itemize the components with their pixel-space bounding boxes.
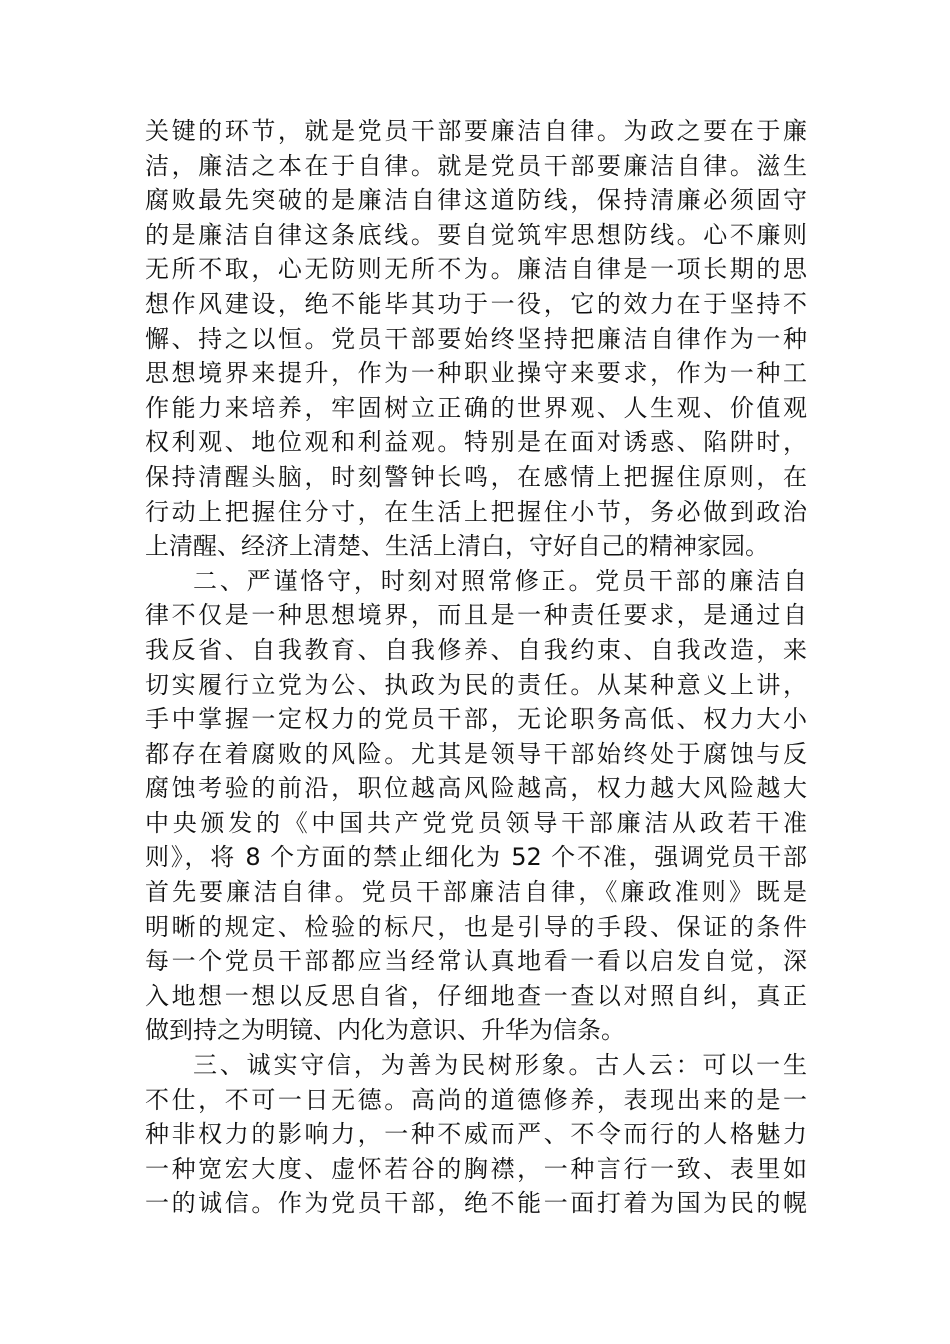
text-line: 的是廉洁自律这条底线。要自觉筑牢思想防线。心不廉则 — [145, 220, 807, 249]
text-line: 思想境界来提升，作为一种职业操守来要求，作为一种工 — [145, 359, 807, 388]
text-line: 我反省、自我教育、自我修养、自我约束、自我改造，来 — [145, 635, 807, 664]
text-line: 则》，将 8 个方面的禁止细化为 52 个不准，强调党员干部 — [145, 843, 807, 872]
text-line: 行动上把握住分寸，在生活上把握住小节，务必做到政治 — [145, 497, 807, 526]
text-line: 腐败最先突破的是廉洁自律这道防线，保持清廉必须固守 — [145, 186, 807, 215]
text-line: 首先要廉洁自律。党员干部廉洁自律，《廉政准则》既是 — [145, 878, 807, 907]
text-line: 明晰的规定、检验的标尺，也是引导的手段、保证的条件 — [145, 912, 807, 941]
text-line: 保持清醒头脑，时刻警钟长鸣，在感情上把握住原则，在 — [145, 462, 807, 491]
text-line: 洁，廉洁之本在于自律。就是党员干部要廉洁自律。滋生 — [145, 151, 807, 180]
text-line: 权利观、地位观和利益观。特别是在面对诱惑、陷阱时， — [145, 428, 807, 457]
text-line: 二、严谨恪守，时刻对照常修正。党员干部的廉洁自 — [193, 566, 807, 595]
text-line: 腐蚀考验的前沿，职位越高风险越高，权力越大风险越大 — [145, 774, 807, 803]
text-line: 律不仅是一种思想境界，而且是一种责任要求，是通过自 — [145, 601, 807, 630]
text-line: 都存在着腐败的风险。尤其是领导干部始终处于腐蚀与反 — [145, 739, 807, 768]
text-line: 一种宽宏大度、虚怀若谷的胸襟，一种言行一致、表里如 — [145, 1154, 807, 1183]
document-body — [145, 114, 807, 1221]
text-line: 懈、持之以恒。党员干部要始终坚持把廉洁自律作为一种 — [145, 324, 807, 353]
text-line: 中央颁发的《中国共产党党员领导干部廉洁从政若干准 — [145, 808, 807, 837]
text-line: 做到持之为明镜、内化为意识、升华为信条。 — [145, 1016, 625, 1045]
text-line: 一的诚信。作为党员干部，绝不能一面打着为国为民的幌 — [145, 1189, 807, 1218]
text-line: 入地想一想以反思自省，仔细地查一查以对照自纠，真正 — [145, 981, 807, 1010]
text-line: 每一个党员干部都应当经常认真地看一看以启发自觉，深 — [145, 947, 807, 976]
text-line: 关键的环节，就是党员干部要廉洁自律。为政之要在于廉 — [145, 117, 807, 145]
text-line: 三、诚实守信，为善为民树形象。古人云：可以一生 — [193, 1051, 807, 1080]
text-line: 种非权力的影响力，一种不威而严、不令而行的人格魅力 — [145, 1120, 807, 1149]
text-line: 作能力来培养，牢固树立正确的世界观、人生观、价值观 — [145, 393, 807, 422]
text-line: 想作风建设，绝不能毕其功于一役，它的效力在于坚持不 — [145, 289, 807, 318]
text-line: 无所不取，心无防则无所不为。廉洁自律是一项长期的思 — [145, 255, 807, 284]
text-line: 上清醒、经济上清楚、生活上清白，守好自己的精神家园。 — [145, 532, 769, 561]
text-line: 手中掌握一定权力的党员干部，无论职务高低、权力大小 — [145, 705, 807, 734]
text-line: 不仕，不可一日无德。高尚的道德修养，表现出来的是一 — [145, 1085, 807, 1114]
text-line: 切实履行立党为公、执政为民的责任。从某种意义上讲， — [145, 670, 807, 699]
